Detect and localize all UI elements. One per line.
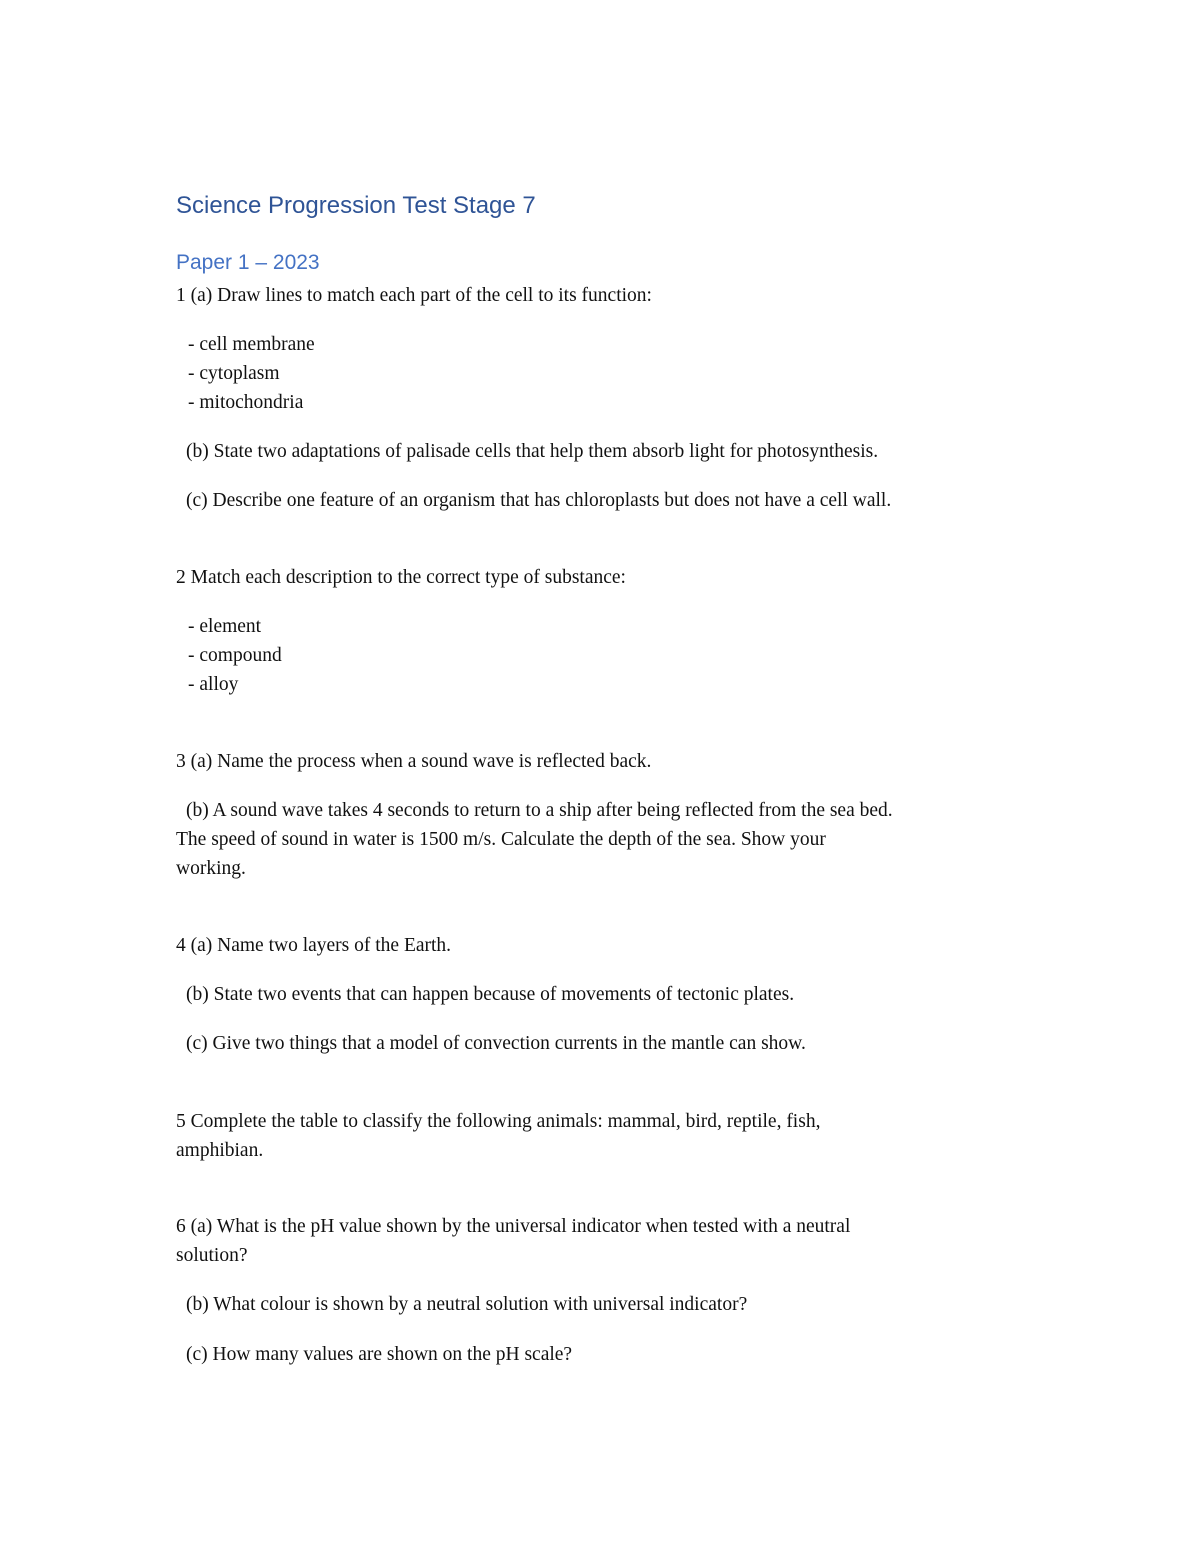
- question-3b-line-1: (b) A sound wave takes 4 seconds to return to a ship after being reflected from the sea bed.: [186, 800, 893, 821]
- question-1-item: - mitochondria: [188, 392, 304, 413]
- paper-subtitle: Paper 1 – 2023: [176, 251, 320, 274]
- question-6c: (c) How many values are shown on the pH scale?: [186, 1344, 573, 1365]
- question-2: 2 Match each description to the correct type of substance:: [176, 567, 626, 588]
- question-5-line-2: amphibian.: [176, 1140, 264, 1161]
- question-1b: (b) State two adaptations of palisade cells that help them absorb light for photosynthesis.: [186, 441, 879, 462]
- question-5-line-1: 5 Complete the table to classify the following animals: mammal, bird, reptile, fish,: [176, 1111, 821, 1132]
- question-6a-line-2: solution?: [176, 1245, 248, 1266]
- question-6b: (b) What colour is shown by a neutral solution with universal indicator?: [186, 1294, 748, 1315]
- document-title: Science Progression Test Stage 7: [176, 192, 536, 219]
- question-3a: 3 (a) Name the process when a sound wave is reflected back.: [176, 751, 652, 772]
- question-4b: (b) State two events that can happen because of movements of tectonic plates.: [186, 984, 795, 1005]
- question-2-item: - compound: [188, 645, 282, 666]
- question-4c: (c) Give two things that a model of convection currents in the mantle can show.: [186, 1033, 806, 1054]
- question-6a-line-1: 6 (a) What is the pH value shown by the universal indicator when tested with a neutral: [176, 1216, 851, 1237]
- question-3b-line-2: The speed of sound in water is 1500 m/s. Calculate the depth of the sea. Show your: [176, 829, 826, 850]
- question-1a: 1 (a) Draw lines to match each part of the cell to its function:: [176, 285, 652, 306]
- question-2-item: - element: [188, 616, 262, 637]
- question-1c: (c) Describe one feature of an organism that has chloroplasts but does not have a cell wall.: [186, 490, 892, 511]
- question-1-item: - cell membrane: [188, 334, 315, 355]
- question-4a: 4 (a) Name two layers of the Earth.: [176, 935, 452, 956]
- question-2-item: - alloy: [188, 674, 239, 695]
- question-1-item: - cytoplasm: [188, 363, 280, 384]
- question-3b-line-3: working.: [176, 858, 246, 879]
